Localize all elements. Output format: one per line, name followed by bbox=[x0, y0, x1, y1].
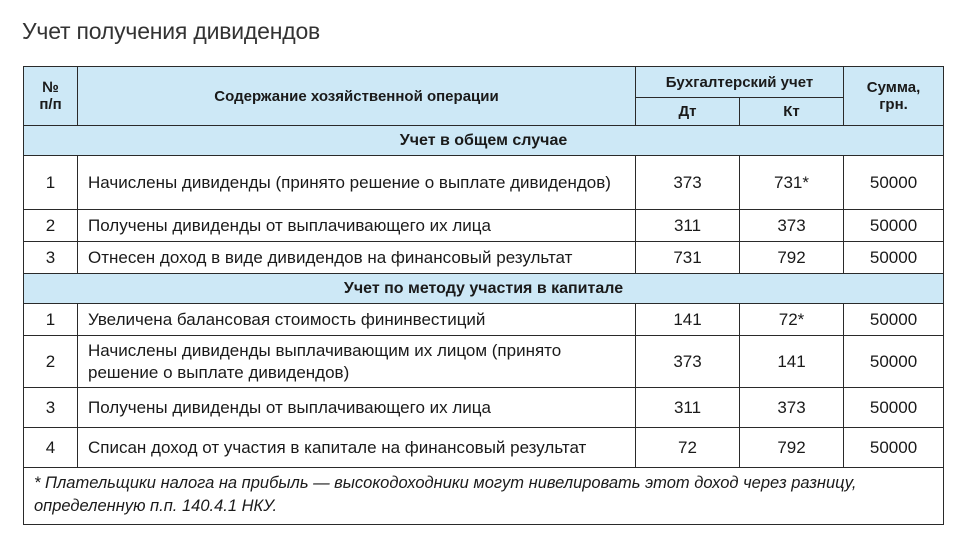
section-row bbox=[24, 126, 944, 156]
row-number: 2 bbox=[24, 210, 78, 242]
section-title: Учет в общем случае bbox=[24, 126, 944, 156]
row-credit: 141 bbox=[740, 336, 844, 388]
row-number: 4 bbox=[24, 428, 78, 468]
page-title: Учет получения дивидендов bbox=[22, 18, 321, 44]
header-dt: Дт bbox=[636, 98, 740, 126]
header-accounting: Бухгалтерский учет bbox=[636, 67, 844, 98]
row-sum: 50000 bbox=[844, 242, 944, 274]
row-number: 3 bbox=[24, 388, 78, 428]
table-row bbox=[24, 210, 944, 242]
row-debit: 373 bbox=[636, 156, 740, 210]
header-sum-line1: Сумма, bbox=[866, 79, 921, 96]
footnote: * Плательщики налога на прибыль — высокодоходники могут нивелировать этот доход через разницу, определенную п.п. 140.4.1 НКУ. bbox=[24, 468, 944, 525]
row-credit: 373 bbox=[740, 388, 844, 428]
header-sum-line2: грн. bbox=[879, 96, 908, 113]
dividends-table bbox=[23, 66, 944, 525]
row-description: Отнесен доход в виде дивидендов на финансовый результат bbox=[78, 242, 636, 274]
row-description: Получены дивиденды от выплачивающего их лица bbox=[78, 388, 636, 428]
section-row bbox=[24, 274, 944, 304]
header-num-line2: п/п bbox=[39, 96, 62, 113]
header-kt: Кт bbox=[740, 98, 844, 126]
row-sum: 50000 bbox=[844, 304, 944, 336]
row-debit: 141 bbox=[636, 304, 740, 336]
row-debit: 311 bbox=[636, 210, 740, 242]
table-row bbox=[24, 242, 944, 274]
row-description: Начислены дивиденды (принято решение о выплате дивидендов) bbox=[78, 156, 636, 210]
table-row bbox=[24, 388, 944, 428]
row-number: 2 bbox=[24, 336, 78, 388]
table-row bbox=[24, 304, 944, 336]
row-number: 3 bbox=[24, 242, 78, 274]
row-number: 1 bbox=[24, 304, 78, 336]
row-credit: 72* bbox=[740, 304, 844, 336]
row-debit: 311 bbox=[636, 388, 740, 428]
header-sum bbox=[844, 67, 944, 126]
row-credit: 792 bbox=[740, 242, 844, 274]
row-debit: 72 bbox=[636, 428, 740, 468]
row-credit: 792 bbox=[740, 428, 844, 468]
row-credit: 373 bbox=[740, 210, 844, 242]
row-sum: 50000 bbox=[844, 210, 944, 242]
table-row bbox=[24, 156, 944, 210]
row-description: Увеличена балансовая стоимость фининвестиций bbox=[78, 304, 636, 336]
row-sum: 50000 bbox=[844, 428, 944, 468]
header-num-line1: № bbox=[42, 79, 59, 96]
row-sum: 50000 bbox=[844, 336, 944, 388]
table-row bbox=[24, 428, 944, 468]
row-description: Начислены дивиденды выплачивающим их лицом (принято решение о выплате дивидендов) bbox=[78, 336, 636, 388]
row-sum: 50000 bbox=[844, 156, 944, 210]
row-number: 1 bbox=[24, 156, 78, 210]
row-credit: 731* bbox=[740, 156, 844, 210]
row-debit: 373 bbox=[636, 336, 740, 388]
section-title: Учет по методу участия в капитале bbox=[24, 274, 944, 304]
row-description: Списан доход от участия в капитале на финансовый результат bbox=[78, 428, 636, 468]
table-body bbox=[24, 126, 944, 525]
row-debit: 731 bbox=[636, 242, 740, 274]
row-sum: 50000 bbox=[844, 388, 944, 428]
header-num bbox=[24, 67, 78, 126]
footnote-row bbox=[24, 468, 944, 525]
row-description: Получены дивиденды от выплачивающего их лица bbox=[78, 210, 636, 242]
header-content: Содержание хозяйственной операции bbox=[78, 67, 636, 126]
table-row bbox=[24, 336, 944, 388]
